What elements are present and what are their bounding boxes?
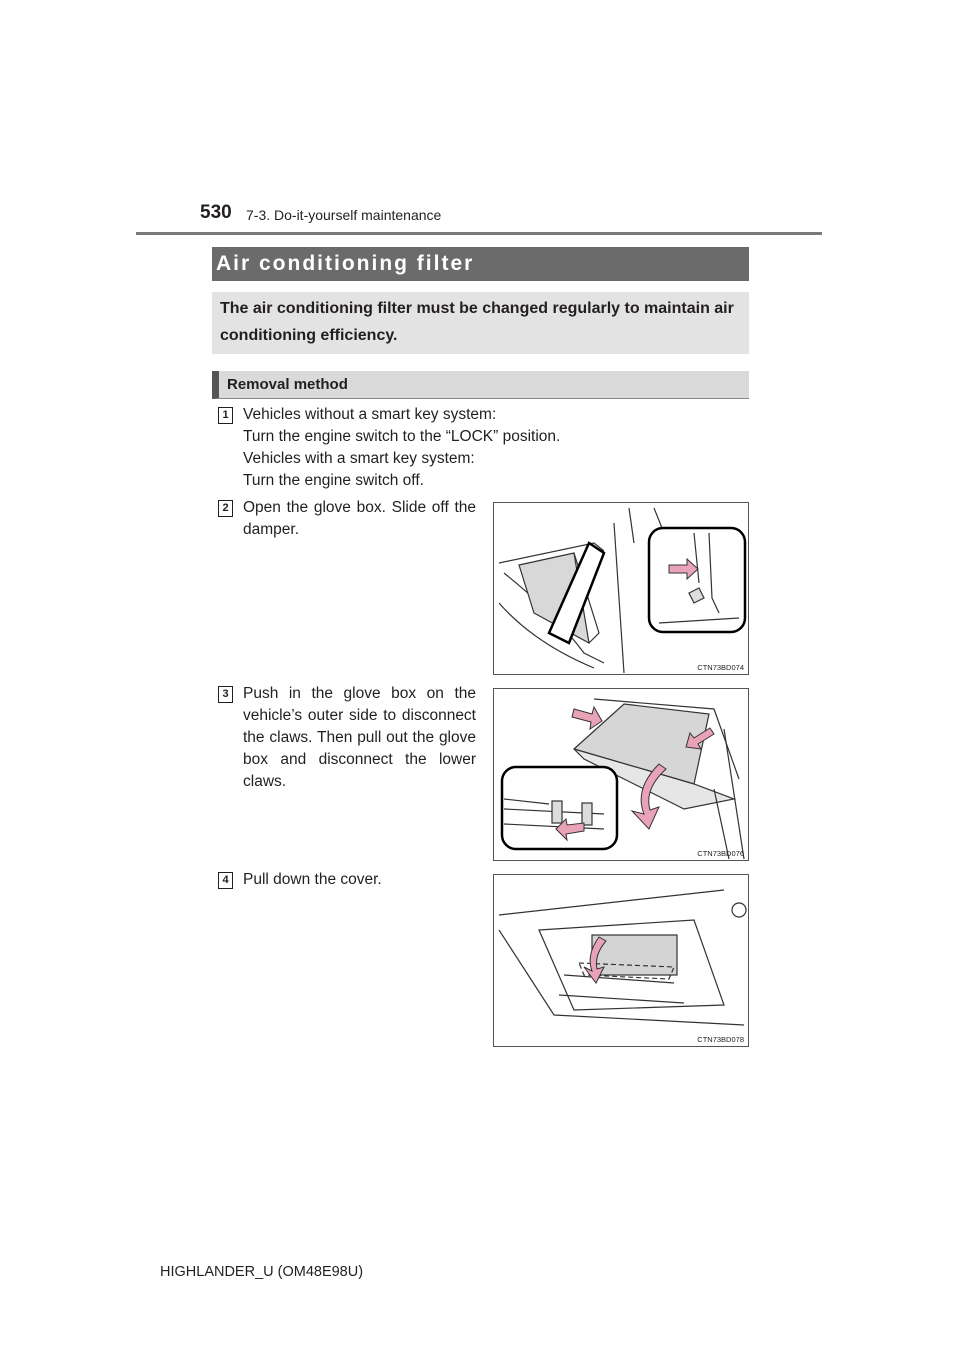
step-number-4: 4 [218, 872, 233, 889]
intro-text: The air conditioning filter must be changed regularly to maintain air conditioning efficiency. [212, 292, 749, 354]
glove-box-claws-illustration [493, 688, 749, 861]
step-number-1: 1 [218, 407, 233, 424]
footer-model: HIGHLANDER_U (OM48E98U) [160, 1264, 364, 1280]
filter-cover-illustration [493, 874, 749, 1047]
subheading: Removal method [212, 371, 749, 399]
step-1-line: Turn the engine switch to the “LOCK” position. [243, 428, 561, 445]
step-number-3: 3 [218, 686, 233, 703]
figure-code: CTN73BD076 [697, 849, 744, 858]
step-1-text [243, 404, 560, 492]
glove-box-damper-drawing [494, 503, 749, 675]
step-2-text: Open the glove box. Slide off the damper. [243, 499, 476, 538]
section-label: 7-3. Do-it-yourself maintenance [246, 207, 442, 223]
figure-code: CTN73BD074 [697, 663, 744, 672]
step-1-line: Turn the engine switch off. [243, 472, 424, 489]
page-title: Air conditioning filter [212, 247, 749, 281]
glove-box-claws-drawing [494, 689, 749, 861]
glove-box-damper-illustration [493, 502, 749, 675]
step-1-line: Vehicles without a smart key system: [243, 406, 497, 423]
step-4-text: Pull down the cover. [243, 871, 382, 888]
step-1-line: Vehicles with a smart key system: [243, 450, 475, 467]
filter-cover-drawing [494, 875, 749, 1047]
step-3-text: Push in the glove box on the vehicle’s outer side to disconnect the claws. Then pull out the glove box and disconnect the lower claws. [243, 685, 476, 790]
step-number-2: 2 [218, 500, 233, 517]
figure-code: CTN73BD078 [697, 1035, 744, 1044]
page-number: 530 [200, 202, 232, 223]
header-rule [136, 232, 822, 235]
